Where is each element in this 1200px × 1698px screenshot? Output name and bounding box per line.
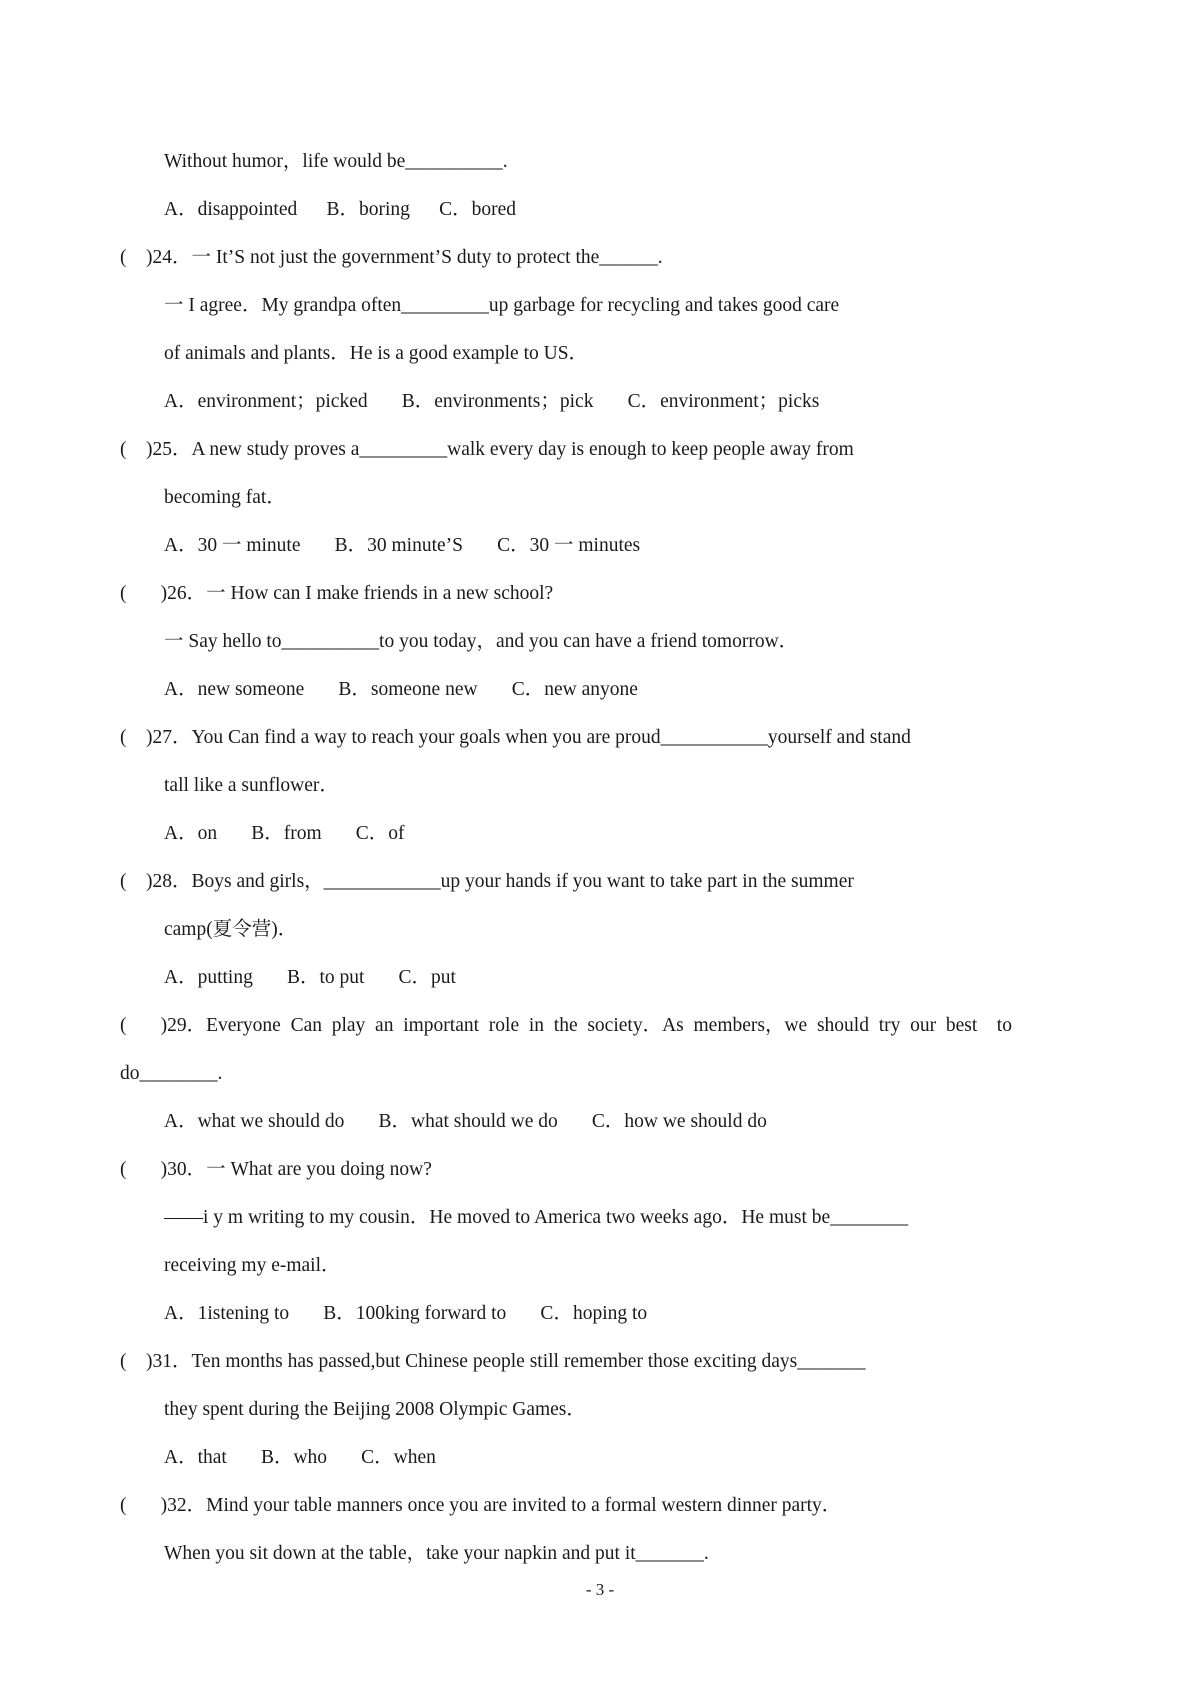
q28-options: A．putting B．to put C．put: [164, 967, 456, 988]
q31-stem: ( )31．Ten months has passed,but Chinese people still remember those exciting days_______: [120, 1351, 866, 1372]
q27-stem-cont: tall like a sunflower．: [164, 775, 339, 796]
q25-options: A．30 一 minute B．30 minute’S C．30 一 minutes: [164, 535, 641, 556]
q27-stem: ( )27．You Can find a way to reach your goals when you are proud___________yourself and stand: [120, 727, 911, 748]
q26-stem-cont: 一 Say hello to__________to you today，and you can have a friend tomorrow．: [164, 631, 799, 652]
q27-options: A．on B．from C．of: [164, 823, 405, 844]
q28-stem-cont: camp(夏令营)．: [164, 919, 298, 940]
q30-stem: ( )30．一 What are you doing now?: [120, 1159, 432, 1180]
q32-stem-cont: When you sit down at the table，take your napkin and put it_______.: [164, 1543, 709, 1564]
q24-options: A．environment；picked B．environments；pick C．environment；picks: [164, 391, 820, 412]
q26-stem: ( )26．一 How can I make friends in a new school?: [120, 583, 554, 604]
page-number: - 3 -: [585, 1580, 615, 1599]
q28-stem: ( )28．Boys and girls，____________up your hands if you want to take part in the summer: [120, 871, 854, 892]
q30-stem-cont-1: ——i y m writing to my cousin．He moved to America two weeks ago．He must be________: [164, 1207, 909, 1228]
q23-options: A．disappointed B．boring C．bored: [164, 199, 517, 220]
q25-stem: ( )25．A new study proves a_________walk every day is enough to keep people away from: [120, 439, 854, 460]
q29-stem: ( )29．Everyone Can play an important role in the society．As members，we should try our best to: [120, 1015, 1012, 1036]
q30-options: A．1istening to B．100king forward to C．hoping to: [164, 1303, 648, 1324]
q29-stem-cont: do________.: [120, 1063, 223, 1084]
q32-stem: ( )32．Mind your table manners once you are invited to a formal western dinner party．: [120, 1495, 842, 1516]
q25-stem-cont: becoming fat．: [164, 487, 286, 508]
q24-stem-cont-1: 一 I agree．My grandpa often_________up garbage for recycling and takes good care: [164, 295, 840, 316]
q30-stem-cont-2: receiving my e-mail．: [164, 1255, 341, 1276]
q23-stem-line: Without humor，life would be__________.: [164, 151, 508, 172]
q24-stem: ( )24．一 It’S not just the government’S duty to protect the______.: [120, 247, 663, 268]
q31-options: A．that B．who C．when: [164, 1447, 436, 1468]
q31-stem-cont: they spent during the Beijing 2008 Olympic Games．: [164, 1399, 586, 1420]
q29-options: A．what we should do B．what should we do C．how we should do: [164, 1111, 767, 1132]
q24-stem-cont-2: of animals and plants．He is a good example to US．: [164, 343, 589, 364]
q26-options: A．new someone B．someone new C．new anyone: [164, 679, 638, 700]
